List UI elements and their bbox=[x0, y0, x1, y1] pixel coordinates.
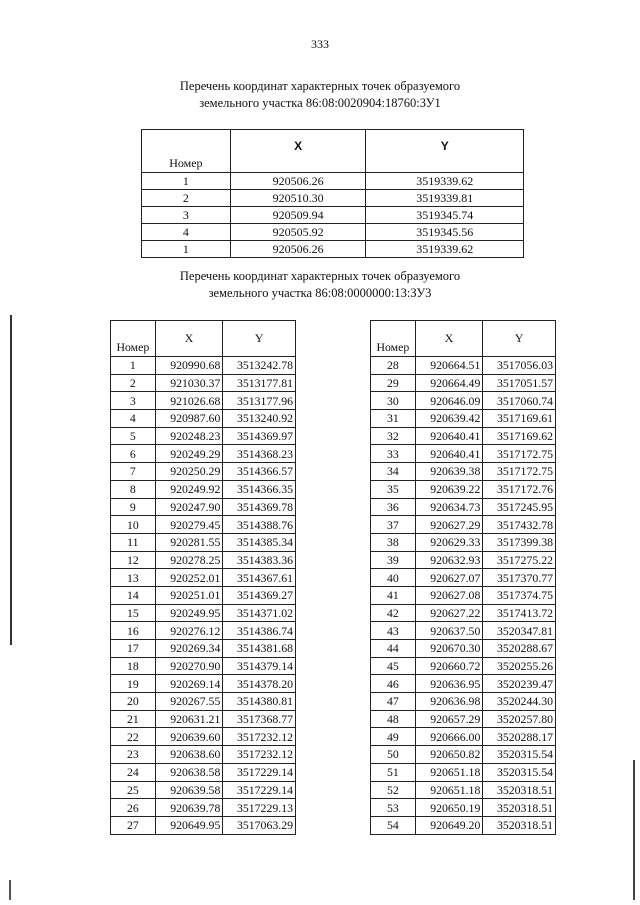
table-row bbox=[371, 781, 556, 799]
cell-number: 18 bbox=[111, 657, 156, 675]
cell-number: 31 bbox=[371, 410, 416, 428]
table-row bbox=[371, 763, 556, 781]
cell-x: 920627.22 bbox=[415, 604, 483, 622]
cell-y: 3519339.62 bbox=[366, 173, 524, 190]
cell-x: 920640.41 bbox=[415, 427, 483, 445]
cell-number: 13 bbox=[111, 569, 156, 587]
table-row bbox=[111, 586, 296, 604]
cell-x: 920248.23 bbox=[155, 427, 223, 445]
cell-y: 3514383.36 bbox=[223, 551, 296, 569]
cell-number: 52 bbox=[371, 781, 416, 799]
cell-y: 3513177.96 bbox=[223, 392, 296, 410]
header-y: Y bbox=[223, 321, 296, 357]
cell-x: 920249.92 bbox=[155, 480, 223, 498]
cell-y: 3517399.38 bbox=[483, 533, 556, 551]
table-row bbox=[371, 746, 556, 764]
cell-y: 3520239.47 bbox=[483, 675, 556, 693]
cell-x: 920279.45 bbox=[155, 516, 223, 534]
cell-x: 920269.34 bbox=[155, 640, 223, 658]
table-row bbox=[371, 710, 556, 728]
cell-y: 3514366.35 bbox=[223, 480, 296, 498]
cell-x: 920651.18 bbox=[415, 781, 483, 799]
cell-y: 3514369.27 bbox=[223, 586, 296, 604]
cell-x: 920270.90 bbox=[155, 657, 223, 675]
cell-y: 3514386.74 bbox=[223, 622, 296, 640]
cell-number: 4 bbox=[142, 224, 231, 241]
cell-number: 44 bbox=[371, 640, 416, 658]
section1-coordinates-table bbox=[141, 129, 524, 258]
cell-x: 920631.21 bbox=[155, 710, 223, 728]
table-row bbox=[142, 190, 524, 207]
cell-x: 920987.60 bbox=[155, 410, 223, 428]
cell-y: 3514371.02 bbox=[223, 604, 296, 622]
cell-number: 3 bbox=[111, 392, 156, 410]
cell-y: 3520315.54 bbox=[483, 763, 556, 781]
cell-x: 920639.58 bbox=[155, 781, 223, 799]
section1-caption-line2: земельного участка 86:08:0020904:18760:ЗУ1 bbox=[199, 96, 441, 110]
cell-number: 53 bbox=[371, 799, 416, 817]
table-row bbox=[371, 480, 556, 498]
table-row bbox=[111, 551, 296, 569]
cell-y: 3520244.30 bbox=[483, 693, 556, 711]
scan-edge-mark bbox=[9, 880, 11, 900]
cell-y: 3517229.14 bbox=[223, 781, 296, 799]
table-row bbox=[371, 693, 556, 711]
cell-y: 3519345.56 bbox=[366, 224, 524, 241]
cell-x: 920636.95 bbox=[415, 675, 483, 693]
cell-y: 3517229.14 bbox=[223, 763, 296, 781]
cell-y: 3517413.72 bbox=[483, 604, 556, 622]
cell-y: 3514369.78 bbox=[223, 498, 296, 516]
cell-x: 920627.29 bbox=[415, 516, 483, 534]
table-row bbox=[371, 604, 556, 622]
cell-x: 920269.14 bbox=[155, 675, 223, 693]
cell-x: 920506.26 bbox=[230, 241, 366, 258]
cell-x: 920657.29 bbox=[415, 710, 483, 728]
cell-number: 32 bbox=[371, 427, 416, 445]
cell-number: 8 bbox=[111, 480, 156, 498]
header-x: X bbox=[155, 321, 223, 357]
cell-y: 3514385.34 bbox=[223, 533, 296, 551]
table-row bbox=[371, 657, 556, 675]
table-row bbox=[111, 763, 296, 781]
table-row bbox=[371, 463, 556, 481]
cell-x: 920639.38 bbox=[415, 463, 483, 481]
cell-number: 2 bbox=[142, 190, 231, 207]
cell-x: 920640.41 bbox=[415, 445, 483, 463]
cell-number: 33 bbox=[371, 445, 416, 463]
table-row bbox=[111, 445, 296, 463]
cell-y: 3517169.61 bbox=[483, 410, 556, 428]
cell-number: 22 bbox=[111, 728, 156, 746]
table-row bbox=[371, 445, 556, 463]
section1-table-body bbox=[142, 173, 524, 258]
table-row bbox=[371, 799, 556, 817]
cell-number: 38 bbox=[371, 533, 416, 551]
cell-y: 3520315.54 bbox=[483, 746, 556, 764]
scan-edge-mark bbox=[10, 315, 12, 645]
cell-y: 3513240.92 bbox=[223, 410, 296, 428]
cell-y: 3517172.76 bbox=[483, 480, 556, 498]
cell-number: 46 bbox=[371, 675, 416, 693]
cell-number: 2 bbox=[111, 374, 156, 392]
table-row bbox=[111, 480, 296, 498]
cell-y: 3517172.75 bbox=[483, 463, 556, 481]
cell-number: 40 bbox=[371, 569, 416, 587]
table-row bbox=[111, 781, 296, 799]
cell-number: 9 bbox=[111, 498, 156, 516]
cell-number: 47 bbox=[371, 693, 416, 711]
table-row bbox=[111, 640, 296, 658]
cell-number: 39 bbox=[371, 551, 416, 569]
cell-y: 3514388.76 bbox=[223, 516, 296, 534]
table-row bbox=[371, 516, 556, 534]
table-row bbox=[111, 657, 296, 675]
cell-y: 3517232.12 bbox=[223, 746, 296, 764]
cell-x: 920666.00 bbox=[415, 728, 483, 746]
cell-x: 920249.95 bbox=[155, 604, 223, 622]
cell-y: 3520347.81 bbox=[483, 622, 556, 640]
cell-y: 3513242.78 bbox=[223, 357, 296, 375]
section1-caption-line1: Перечень координат характерных точек образуемого bbox=[179, 79, 461, 93]
cell-number: 35 bbox=[371, 480, 416, 498]
cell-number: 36 bbox=[371, 498, 416, 516]
table-row bbox=[142, 173, 524, 190]
cell-y: 3517056.03 bbox=[483, 357, 556, 375]
cell-number: 43 bbox=[371, 622, 416, 640]
cell-y: 3517370.77 bbox=[483, 569, 556, 587]
cell-x: 920650.82 bbox=[415, 746, 483, 764]
cell-number: 34 bbox=[371, 463, 416, 481]
cell-number: 1 bbox=[111, 357, 156, 375]
table-row bbox=[111, 357, 296, 375]
cell-y: 3517172.75 bbox=[483, 445, 556, 463]
cell-number: 1 bbox=[142, 173, 231, 190]
cell-x: 920252.01 bbox=[155, 569, 223, 587]
cell-number: 30 bbox=[371, 392, 416, 410]
cell-x: 920639.60 bbox=[155, 728, 223, 746]
header-y: Y bbox=[483, 321, 556, 357]
cell-number: 25 bbox=[111, 781, 156, 799]
cell-x: 920281.55 bbox=[155, 533, 223, 551]
table-row bbox=[371, 357, 556, 375]
cell-x: 920267.55 bbox=[155, 693, 223, 711]
cell-x: 920990.68 bbox=[155, 357, 223, 375]
table-row bbox=[371, 533, 556, 551]
cell-x: 920249.29 bbox=[155, 445, 223, 463]
cell-number: 45 bbox=[371, 657, 416, 675]
cell-number: 28 bbox=[371, 357, 416, 375]
section2-right-table-body bbox=[371, 357, 556, 835]
cell-x: 920660.72 bbox=[415, 657, 483, 675]
cell-y: 3517232.12 bbox=[223, 728, 296, 746]
cell-y: 3519345.74 bbox=[366, 207, 524, 224]
table-row bbox=[371, 498, 556, 516]
cell-x: 920278.25 bbox=[155, 551, 223, 569]
cell-x: 920649.95 bbox=[155, 816, 223, 834]
cell-number: 50 bbox=[371, 746, 416, 764]
header-x: X bbox=[415, 321, 483, 357]
table-row bbox=[371, 728, 556, 746]
cell-x: 920634.73 bbox=[415, 498, 483, 516]
section2-caption-line1: Перечень координат характерных точек образуемого bbox=[179, 269, 461, 283]
section2-left-table-body bbox=[111, 357, 296, 835]
table-row bbox=[111, 533, 296, 551]
cell-number: 42 bbox=[371, 604, 416, 622]
cell-y: 3517063.29 bbox=[223, 816, 296, 834]
cell-x: 920506.26 bbox=[230, 173, 366, 190]
table-row bbox=[371, 640, 556, 658]
cell-number: 26 bbox=[111, 799, 156, 817]
table-row bbox=[111, 622, 296, 640]
cell-y: 3517245.95 bbox=[483, 498, 556, 516]
table-row bbox=[111, 816, 296, 834]
cell-x: 920510.30 bbox=[230, 190, 366, 207]
cell-y: 3514367.61 bbox=[223, 569, 296, 587]
table-row bbox=[111, 374, 296, 392]
table-row bbox=[111, 675, 296, 693]
cell-y: 3514378.20 bbox=[223, 675, 296, 693]
cell-y: 3514379.14 bbox=[223, 657, 296, 675]
cell-number: 5 bbox=[111, 427, 156, 445]
page-number: 333 bbox=[311, 37, 329, 51]
table-row bbox=[371, 622, 556, 640]
cell-y: 3517051.57 bbox=[483, 374, 556, 392]
cell-y: 3513177.81 bbox=[223, 374, 296, 392]
table-row bbox=[111, 710, 296, 728]
table-row bbox=[371, 410, 556, 428]
cell-number: 41 bbox=[371, 586, 416, 604]
table-row bbox=[111, 463, 296, 481]
cell-number: 27 bbox=[111, 816, 156, 834]
table-row bbox=[111, 392, 296, 410]
cell-number: 23 bbox=[111, 746, 156, 764]
cell-number: 6 bbox=[111, 445, 156, 463]
table-row bbox=[111, 498, 296, 516]
cell-y: 3520318.51 bbox=[483, 781, 556, 799]
table-row bbox=[111, 604, 296, 622]
table-row bbox=[142, 207, 524, 224]
cell-x: 920629.33 bbox=[415, 533, 483, 551]
table-row bbox=[111, 728, 296, 746]
header-number: Номер bbox=[142, 130, 231, 173]
cell-x: 920646.09 bbox=[415, 392, 483, 410]
cell-number: 3 bbox=[142, 207, 231, 224]
cell-x: 921026.68 bbox=[155, 392, 223, 410]
cell-number: 12 bbox=[111, 551, 156, 569]
cell-number: 20 bbox=[111, 693, 156, 711]
table-row bbox=[142, 241, 524, 258]
cell-y: 3514381.68 bbox=[223, 640, 296, 658]
section2-caption-line2: земельного участка 86:08:0000000:13:ЗУ3 bbox=[208, 286, 432, 300]
cell-number: 19 bbox=[111, 675, 156, 693]
cell-x: 920632.93 bbox=[415, 551, 483, 569]
cell-number: 4 bbox=[111, 410, 156, 428]
cell-number: 49 bbox=[371, 728, 416, 746]
cell-x: 920505.92 bbox=[230, 224, 366, 241]
cell-y: 3514366.57 bbox=[223, 463, 296, 481]
cell-number: 17 bbox=[111, 640, 156, 658]
cell-x: 920636.98 bbox=[415, 693, 483, 711]
header-y: Y bbox=[366, 130, 524, 173]
table-row bbox=[142, 224, 524, 241]
cell-number: 24 bbox=[111, 763, 156, 781]
table-row bbox=[371, 675, 556, 693]
cell-number: 7 bbox=[111, 463, 156, 481]
cell-x: 920627.08 bbox=[415, 586, 483, 604]
cell-y: 3520288.67 bbox=[483, 640, 556, 658]
table-row bbox=[371, 427, 556, 445]
cell-x: 920638.60 bbox=[155, 746, 223, 764]
table-row bbox=[111, 410, 296, 428]
cell-number: 21 bbox=[111, 710, 156, 728]
table-row bbox=[371, 392, 556, 410]
table-row bbox=[371, 569, 556, 587]
cell-y: 3517060.74 bbox=[483, 392, 556, 410]
cell-x: 920639.78 bbox=[155, 799, 223, 817]
cell-number: 15 bbox=[111, 604, 156, 622]
section2-caption bbox=[0, 268, 640, 302]
cell-x: 920670.30 bbox=[415, 640, 483, 658]
table-row bbox=[371, 551, 556, 569]
cell-x: 920247.90 bbox=[155, 498, 223, 516]
table-row bbox=[111, 746, 296, 764]
cell-number: 51 bbox=[371, 763, 416, 781]
cell-y: 3517229.13 bbox=[223, 799, 296, 817]
cell-number: 16 bbox=[111, 622, 156, 640]
cell-y: 3514369.97 bbox=[223, 427, 296, 445]
table-row bbox=[111, 693, 296, 711]
cell-y: 3520255.26 bbox=[483, 657, 556, 675]
cell-y: 3519339.62 bbox=[366, 241, 524, 258]
cell-x: 920664.49 bbox=[415, 374, 483, 392]
cell-x: 920651.18 bbox=[415, 763, 483, 781]
section1-caption bbox=[0, 78, 640, 112]
table-row bbox=[371, 374, 556, 392]
cell-y: 3520257.80 bbox=[483, 710, 556, 728]
cell-number: 37 bbox=[371, 516, 416, 534]
cell-number: 48 bbox=[371, 710, 416, 728]
header-x: X bbox=[230, 130, 366, 173]
cell-y: 3514380.81 bbox=[223, 693, 296, 711]
cell-y: 3519339.81 bbox=[366, 190, 524, 207]
cell-number: 1 bbox=[142, 241, 231, 258]
cell-x: 920637.50 bbox=[415, 622, 483, 640]
cell-x: 920638.58 bbox=[155, 763, 223, 781]
section2-left-table bbox=[110, 320, 296, 835]
cell-x: 920250.29 bbox=[155, 463, 223, 481]
cell-x: 920650.19 bbox=[415, 799, 483, 817]
table-row bbox=[111, 427, 296, 445]
cell-x: 920664.51 bbox=[415, 357, 483, 375]
cell-number: 54 bbox=[371, 816, 416, 834]
cell-number: 11 bbox=[111, 533, 156, 551]
table-row bbox=[111, 799, 296, 817]
cell-y: 3520288.17 bbox=[483, 728, 556, 746]
header-number: Номер bbox=[111, 321, 156, 357]
cell-x: 920627.07 bbox=[415, 569, 483, 587]
cell-number: 14 bbox=[111, 586, 156, 604]
cell-y: 3517368.77 bbox=[223, 710, 296, 728]
cell-y: 3520318.51 bbox=[483, 816, 556, 834]
table-row bbox=[111, 516, 296, 534]
table-row bbox=[111, 569, 296, 587]
cell-x: 920276.12 bbox=[155, 622, 223, 640]
cell-number: 10 bbox=[111, 516, 156, 534]
cell-x: 920639.22 bbox=[415, 480, 483, 498]
section2-right-table bbox=[370, 320, 556, 835]
cell-y: 3517275.22 bbox=[483, 551, 556, 569]
cell-x: 920509.94 bbox=[230, 207, 366, 224]
cell-x: 921030.37 bbox=[155, 374, 223, 392]
cell-x: 920639.42 bbox=[415, 410, 483, 428]
cell-y: 3520318.51 bbox=[483, 799, 556, 817]
cell-number: 29 bbox=[371, 374, 416, 392]
cell-y: 3517169.62 bbox=[483, 427, 556, 445]
table-row bbox=[371, 586, 556, 604]
cell-y: 3517374.75 bbox=[483, 586, 556, 604]
cell-x: 920649.20 bbox=[415, 816, 483, 834]
cell-x: 920251.01 bbox=[155, 586, 223, 604]
cell-y: 3517432.78 bbox=[483, 516, 556, 534]
cell-y: 3514368.23 bbox=[223, 445, 296, 463]
header-number: Номер bbox=[371, 321, 416, 357]
scan-edge-mark bbox=[633, 760, 635, 900]
table-row bbox=[371, 816, 556, 834]
